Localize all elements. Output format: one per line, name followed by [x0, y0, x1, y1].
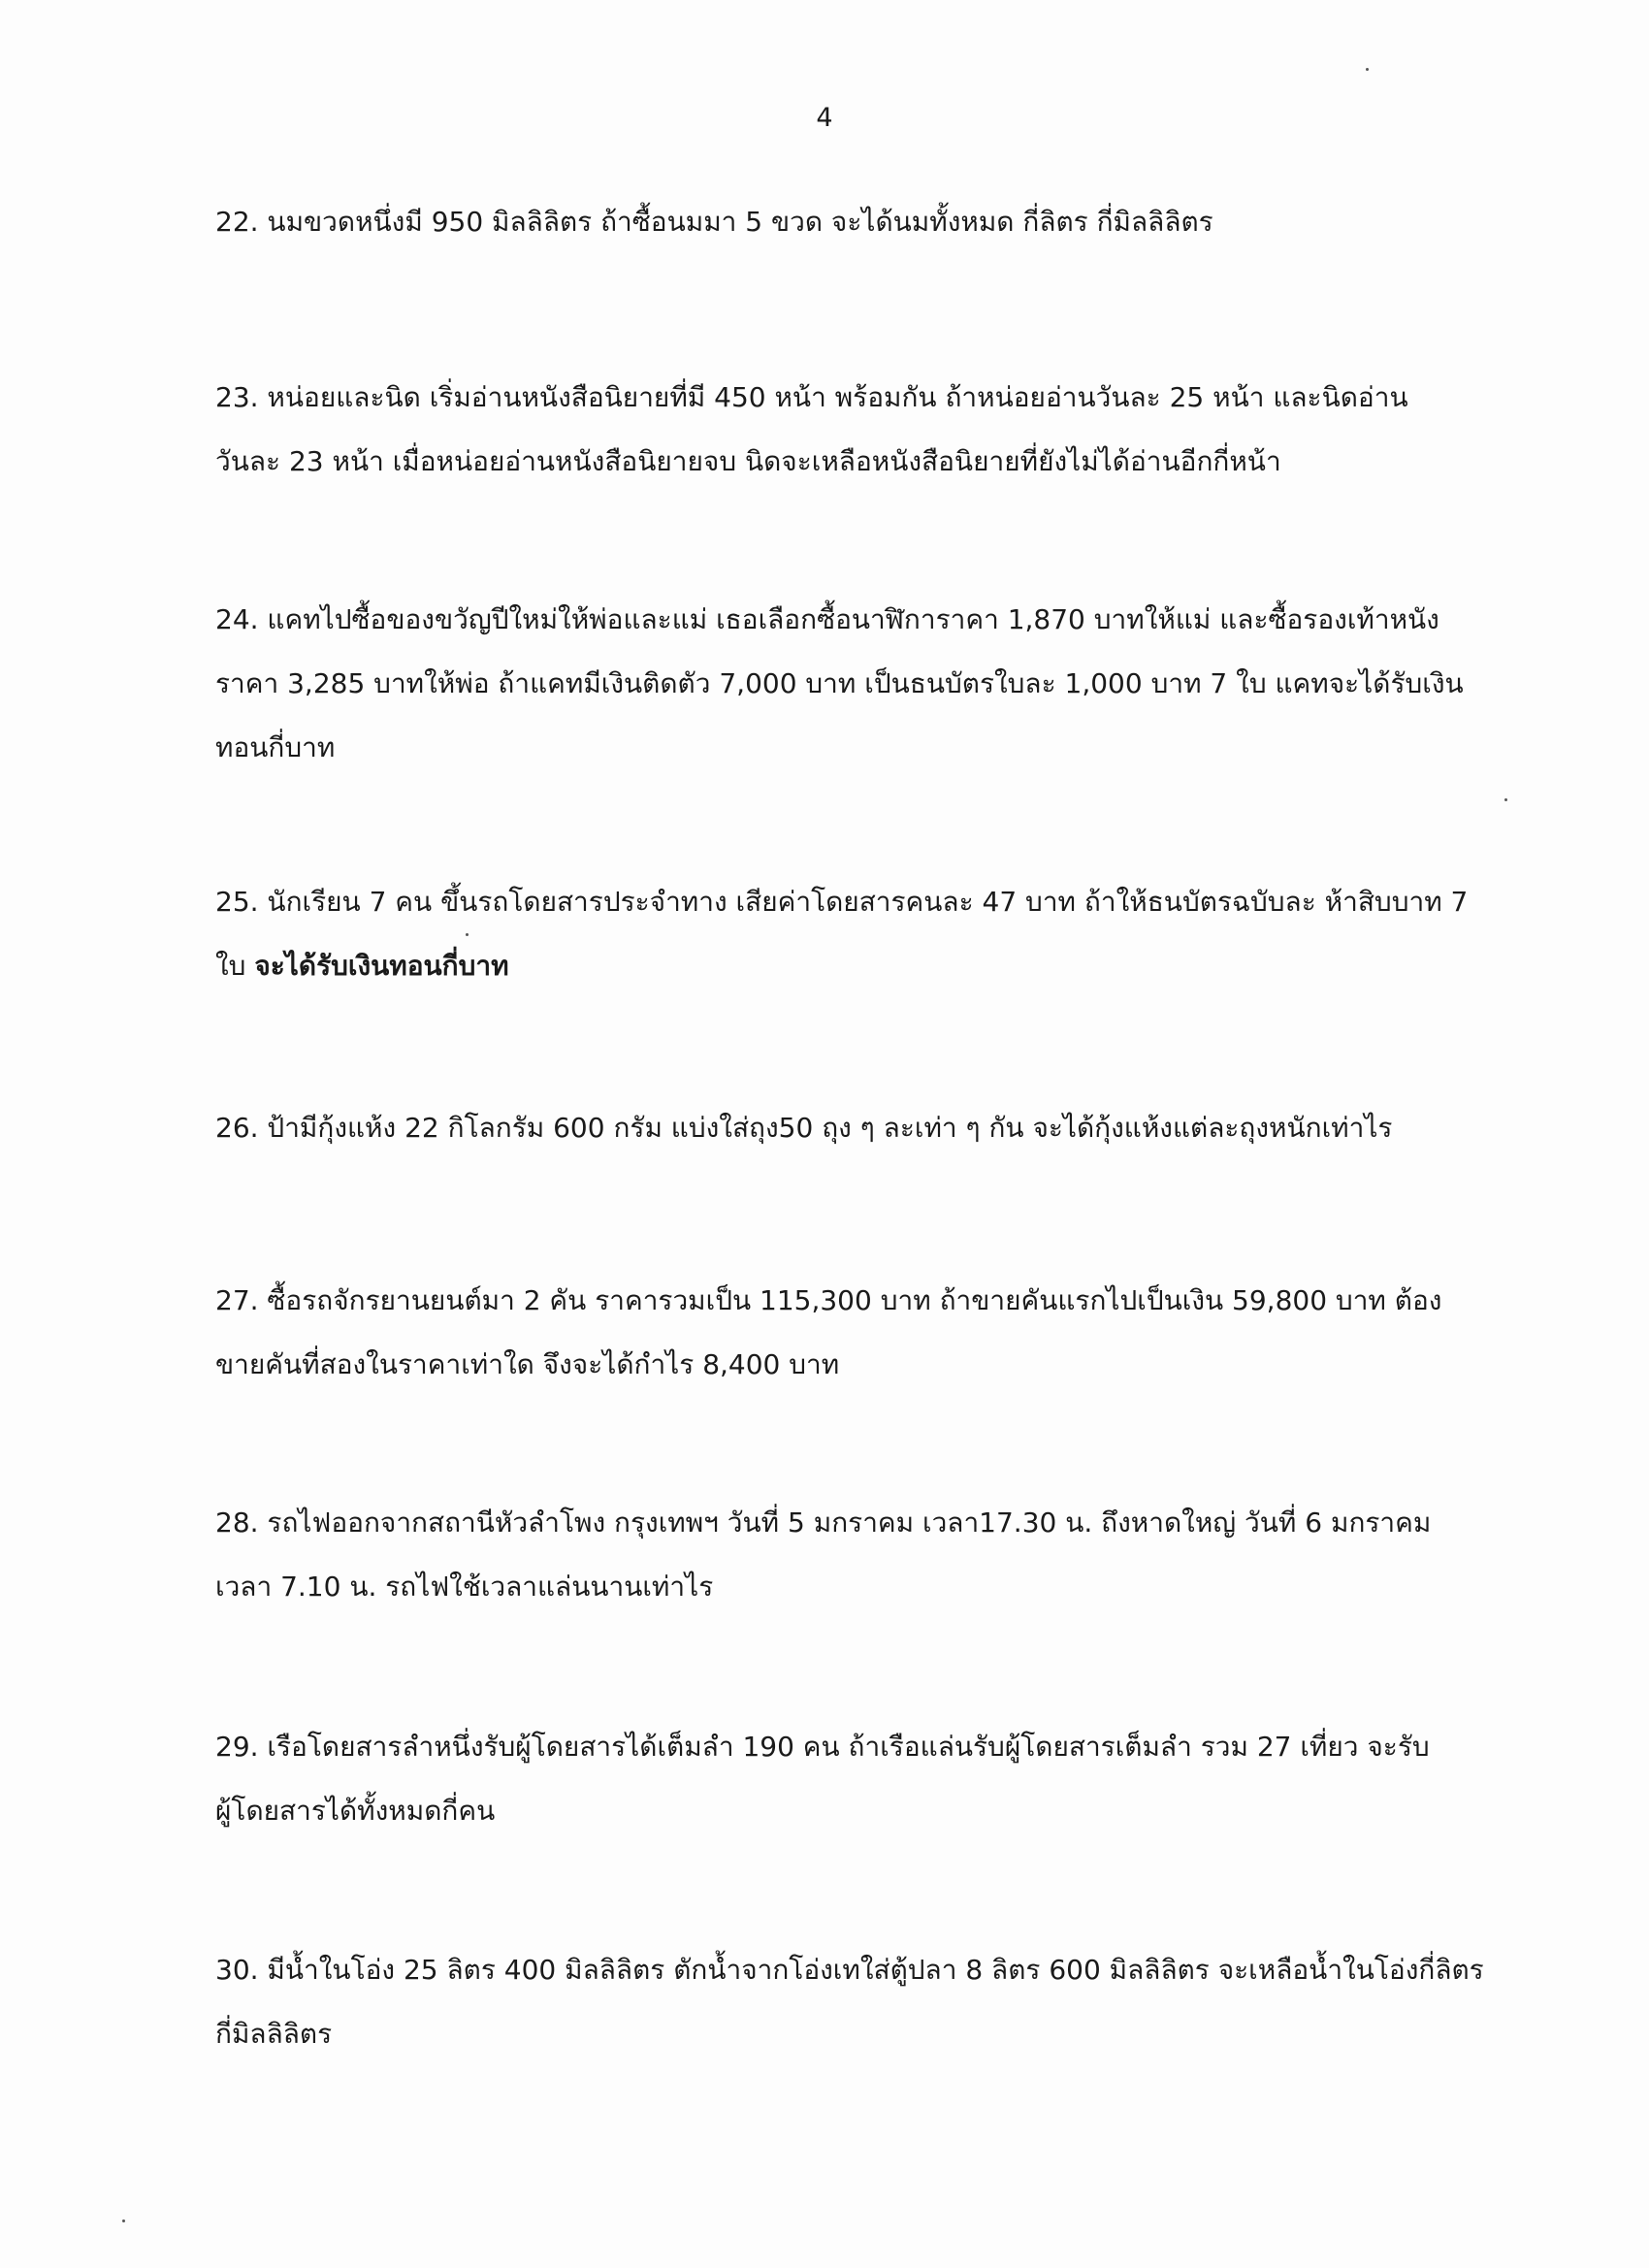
question-line: 22. นมขวดหนึ่งมี 950 มิลลิลิตร ถ้าซื้อนมมา 5 ขวด จะได้นมทั้งหมด กี่ลิตร กี่มิลลิลิตร	[215, 206, 1213, 238]
question-text: ใบ	[215, 950, 255, 982]
question-28	[215, 1491, 1467, 1619]
question-line: 27. ซื้อรถจักรยานยนต์มา 2 คัน ราคารวมเป็น 115,300 บาท ถ้าขายคันแรกไปเป็นเงิน 59,800 บาท ต้อง	[215, 1284, 1442, 1316]
question-line: 25. นักเรียน 7 คน ขึ้นรถโดยสารประจำทาง เสียค่าโดยสารคนละ 47 บาท ถ้าให้ธนบัตรฉบับละ ห้าสิบบาท 7	[215, 886, 1469, 918]
question-line-last	[215, 934, 1467, 998]
question-line: ทอนกี่บาท	[215, 731, 336, 763]
question-27	[215, 1269, 1467, 1397]
question-29	[215, 1715, 1467, 1843]
scan-speck	[1366, 68, 1369, 71]
question-line: 28. รถไฟออกจากสถานีหัวลำโพง กรุงเทพฯ วันที่ 5 มกราคม เวลา17.30 น. ถึงหาดใหญ่ วันที่ 6 มกราคม	[215, 1507, 1432, 1539]
question-line: กี่มิลลิลิตร	[215, 2018, 333, 2050]
question-line: 23. หน่อยและนิด เริ่มอ่านหนังสือนิยายที่มี 450 หน้า พร้อมกัน ถ้าหน่อยอ่านวันละ 25 หน้า และนิดอ่าน	[215, 381, 1408, 413]
question-25	[215, 870, 1467, 998]
question-line: 29. เรือโดยสารลำหนึ่งรับผู้โดยสารได้เต็มลำ 190 คน ถ้าเรือแล่นรับผู้โดยสารเต็มลำ รวม 27 เที่ยว จะรับ	[215, 1731, 1430, 1763]
question-line: เวลา 7.10 น. รถไฟใช้เวลาแล่นนานเท่าไร	[215, 1571, 714, 1603]
question-30	[215, 1938, 1484, 2066]
question-26	[215, 1096, 1467, 1160]
question-line: 30. มีน้ำในโอ่ง 25 ลิตร 400 มิลลิลิตร ตักน้ำจากโอ่งเทใส่ตู้ปลา 8 ลิตร 600 มิลลิลิตร จะเหลือน้ำในโอ่งกี่ลิตร	[215, 1954, 1484, 1986]
scan-speck	[466, 933, 469, 936]
question-22	[215, 190, 1467, 254]
question-line: 26. ป้ามีกุ้งแห้ง 22 กิโลกรัม 600 กรัม แบ่งใส่ถุง50 ถุง ๆ ละเท่า ๆ กัน จะได้กุ้งแห้งแต่ละถุงหนักเท่าไร	[215, 1112, 1393, 1144]
page-number: 4	[816, 103, 833, 133]
question-emphasis: จะได้รับเงินทอนกี่บาท	[254, 950, 509, 982]
question-line: ผู้โดยสารได้ทั้งหมดกี่คน	[215, 1795, 496, 1827]
question-line: ขายคันที่สองในราคาเท่าใด จึงจะได้กำไร 8,400 บาท	[215, 1348, 840, 1380]
question-24	[215, 588, 1467, 780]
question-line: 24. แคทไปซื้อของขวัญปีใหม่ให้พ่อและแม่ เธอเลือกซื้อนาฬิการาคา 1,870 บาทให้แม่ และซื้อรองเท้าหนัง	[215, 603, 1439, 635]
scan-speck	[122, 2219, 125, 2222]
scan-speck	[1504, 798, 1507, 801]
question-line: ราคา 3,285 บาทให้พ่อ ถ้าแคทมีเงินติดตัว 7,000 บาท เป็นธนบัตรใบละ 1,000 บาท 7 ใบ แคทจะได้รับเงิน	[215, 667, 1464, 699]
question-line: วันละ 23 หน้า เมื่อหน่อยอ่านหนังสือนิยายจบ นิดจะเหลือหนังสือนิยายที่ยังไม่ได้อ่านอีกกี่หน้า	[215, 445, 1281, 477]
question-23	[215, 366, 1467, 494]
